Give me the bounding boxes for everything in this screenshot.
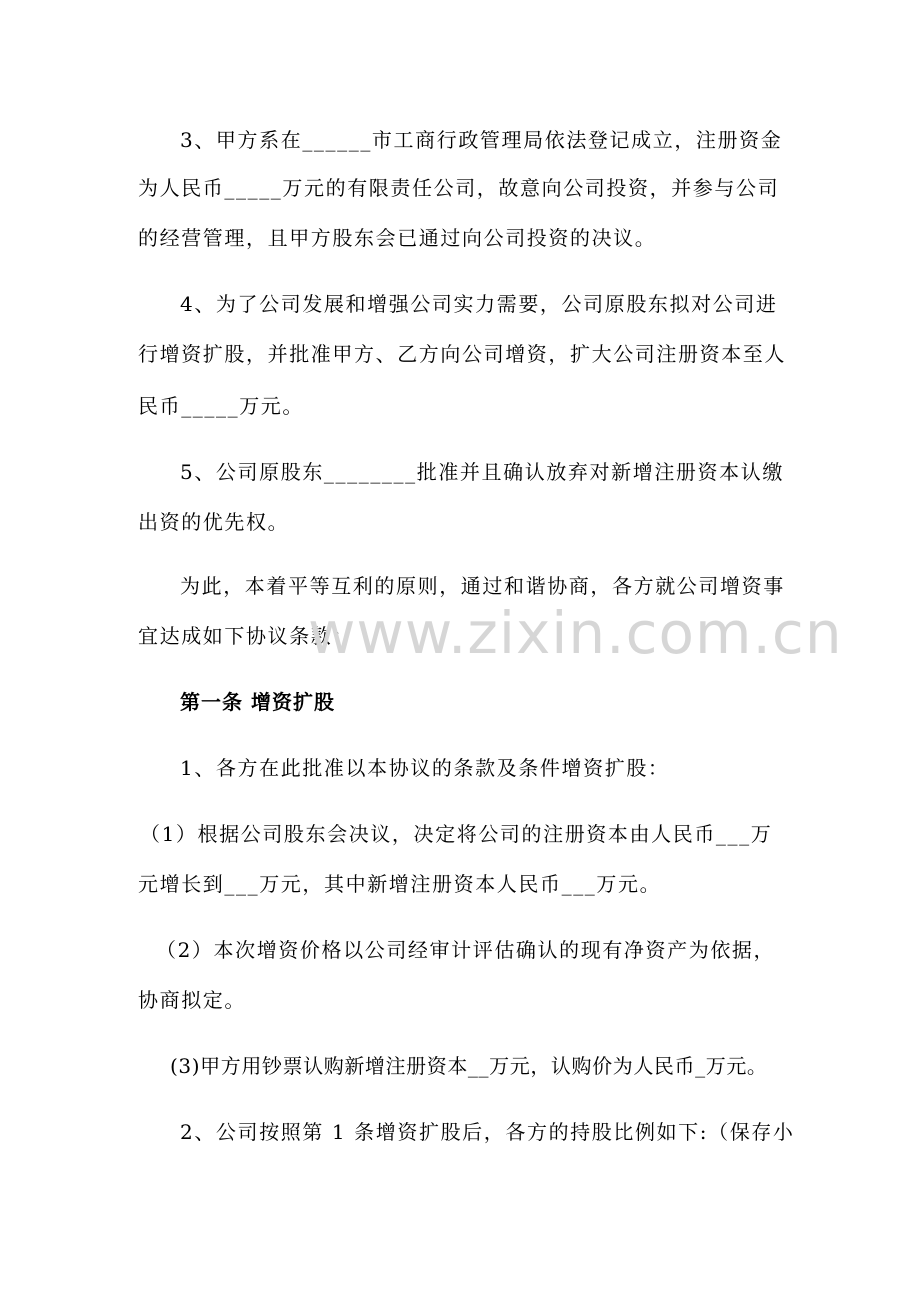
clause-2-line-1: 2、公司按照第 1 条增资扩股后，各方的持股比例如下:（保存小 <box>180 1120 795 1144</box>
clause-1-line-1: 1、各方在此批准以本协议的条款及条件增资扩股： <box>180 756 670 780</box>
paragraph-3-line-2: 为人民币_____万元的有限责任公司，故意向公司投资，并参与公司 <box>138 176 780 200</box>
watermark: www.zixin.com.cn <box>308 599 843 667</box>
paragraph-5-line-1: 5、公司原股东________批准并且确认放弃对新增注册资本认缴 <box>180 460 784 484</box>
article-1-heading: 第一条 增资扩股 <box>180 690 335 714</box>
paragraph-4-line-1: 4、为了公司发展和增强公司实力需要，公司原股东拟对公司进 <box>180 292 778 316</box>
paragraph-4-line-2: 行增资扩股，并批准甲方、乙方向公司增资，扩大公司注册资本至人 <box>138 342 786 366</box>
item-2-line-1: （2）本次增资价格以公司经审计评估确认的现有净资产为依据， <box>156 938 776 962</box>
preamble-line-1: 为此，本着平等互利的原则，通过和谐协商，各方就公司增资事 <box>180 574 785 598</box>
item-1-line-1: （1）根据公司股东会决议，决定将公司的注册资本由人民币___万 <box>140 822 773 846</box>
preamble-line-2: 宜达成如下协议条款： <box>138 624 354 648</box>
paragraph-4-line-3: 民币_____万元。 <box>138 394 304 418</box>
paragraph-3-line-1: 3、甲方系在______市工商行政管理局依法登记成立，注册资金 <box>180 128 783 152</box>
item-3-line-1: (3)甲方用钞票认购新增注册资本__万元，认购价为人民币_万元。 <box>170 1054 768 1078</box>
paragraph-3-line-3: 的经营管理，且甲方股东会已通过向公司投资的决议。 <box>138 226 657 250</box>
item-2-line-2: 协商拟定。 <box>138 988 246 1012</box>
paragraph-5-line-2: 出资的优先权。 <box>138 510 290 534</box>
item-1-line-2: 元增长到___万元，其中新增注册资本人民币___万元。 <box>138 872 662 896</box>
